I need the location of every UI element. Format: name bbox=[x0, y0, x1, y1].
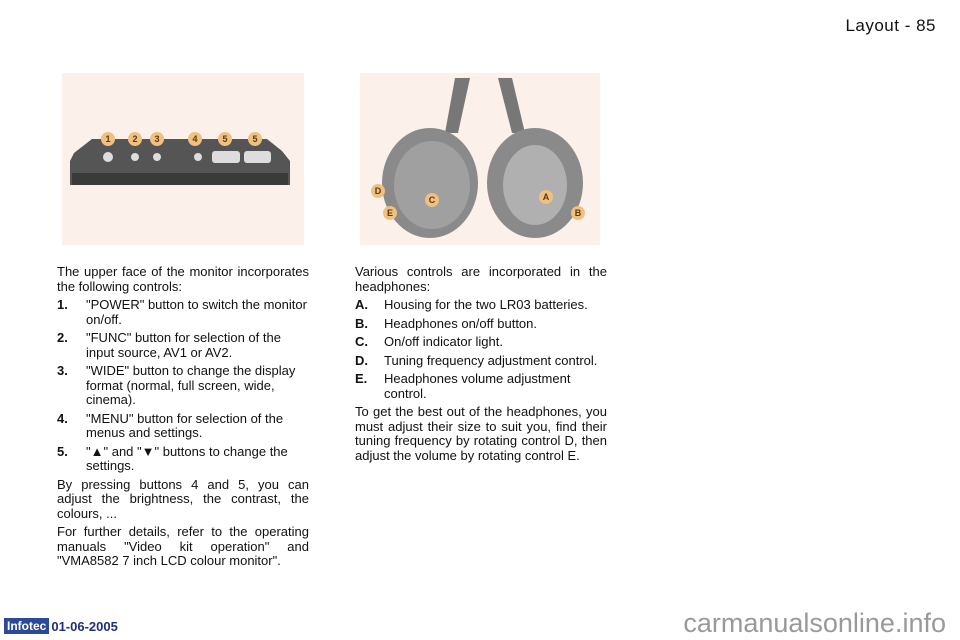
footer-date: 01-06-2005 bbox=[51, 618, 118, 634]
item-text: Headphones on/off button. bbox=[384, 315, 537, 331]
item-text: "POWER" button to switch the monitor on/off. bbox=[86, 297, 307, 327]
item-letter: D. bbox=[355, 352, 368, 368]
label-3: 3 bbox=[154, 134, 160, 144]
item-text: Tuning frequency adjustment control. bbox=[384, 352, 598, 368]
list-item bbox=[355, 317, 607, 332]
item-text: "MENU" button for selection of the menus and settings. bbox=[86, 410, 284, 440]
label-5b: 5 bbox=[252, 134, 258, 144]
label-d: D bbox=[374, 186, 382, 196]
item-letter: B. bbox=[355, 315, 368, 331]
list-item bbox=[57, 412, 309, 441]
monitor-controls-image bbox=[62, 73, 304, 245]
paragraph: For further details, refer to the operating manuals "Video kit operation" and "VMA8582 7 inch LCD colour monitor". bbox=[57, 524, 309, 568]
list-item bbox=[57, 298, 309, 327]
list-item bbox=[57, 445, 309, 474]
paragraph: By pressing buttons 4 and 5, you can adjust the brightness, the contrast, the colours, ... bbox=[57, 476, 309, 521]
list-item bbox=[57, 364, 309, 408]
headphones-image bbox=[360, 73, 600, 245]
label-b: B bbox=[574, 208, 582, 218]
label-a: A bbox=[542, 192, 550, 202]
footer bbox=[4, 618, 118, 634]
item-text: Headphones volume adjustment control. bbox=[384, 371, 571, 401]
item-number: 5. bbox=[57, 443, 68, 459]
intro: Various controls are incorporated in the headphones: bbox=[355, 264, 607, 294]
item-text: On/off indicator light. bbox=[384, 334, 503, 349]
list-item bbox=[355, 354, 607, 369]
list-item bbox=[355, 298, 607, 313]
paragraph: To get the best out of the headphones, you must adjust their size to suit you, find their tuning frequency by rotating control D, then adjust the volume by rotating control E. bbox=[355, 404, 607, 463]
label-1: 1 bbox=[105, 134, 111, 144]
intro: The upper face of the monitor incorporates the following controls: bbox=[57, 264, 309, 294]
label-4: 4 bbox=[192, 134, 198, 144]
page-title: Layout - 85 bbox=[845, 16, 936, 35]
item-text: "WIDE" button to change the display format (normal, full screen, wide, cinema). bbox=[86, 363, 296, 407]
item-letter: A. bbox=[355, 297, 368, 312]
watermark: carmanualsonline.info bbox=[683, 608, 946, 638]
item-number: 4. bbox=[57, 410, 68, 426]
label-c: C bbox=[428, 195, 436, 205]
list-item bbox=[355, 372, 607, 401]
infotec-logo: Infotec bbox=[4, 618, 49, 634]
item-number: 1. bbox=[57, 297, 68, 312]
item-text: "▲" and "▼" buttons to change the settings. bbox=[86, 443, 288, 473]
label-e: E bbox=[386, 208, 394, 218]
list-item bbox=[355, 335, 607, 350]
item-number: 2. bbox=[57, 330, 68, 345]
item-letter: E. bbox=[355, 371, 368, 386]
label-5a: 5 bbox=[222, 134, 228, 144]
headphones-text bbox=[355, 265, 607, 467]
item-text: "FUNC" button for selection of the input source, AV1 or AV2. bbox=[86, 330, 281, 360]
item-letter: C. bbox=[355, 334, 368, 349]
item-number: 3. bbox=[57, 363, 68, 378]
item-text: Housing for the two LR03 batteries. bbox=[384, 297, 588, 312]
label-2: 2 bbox=[132, 134, 138, 144]
monitor-controls-text bbox=[57, 265, 309, 573]
list-item bbox=[57, 331, 309, 360]
